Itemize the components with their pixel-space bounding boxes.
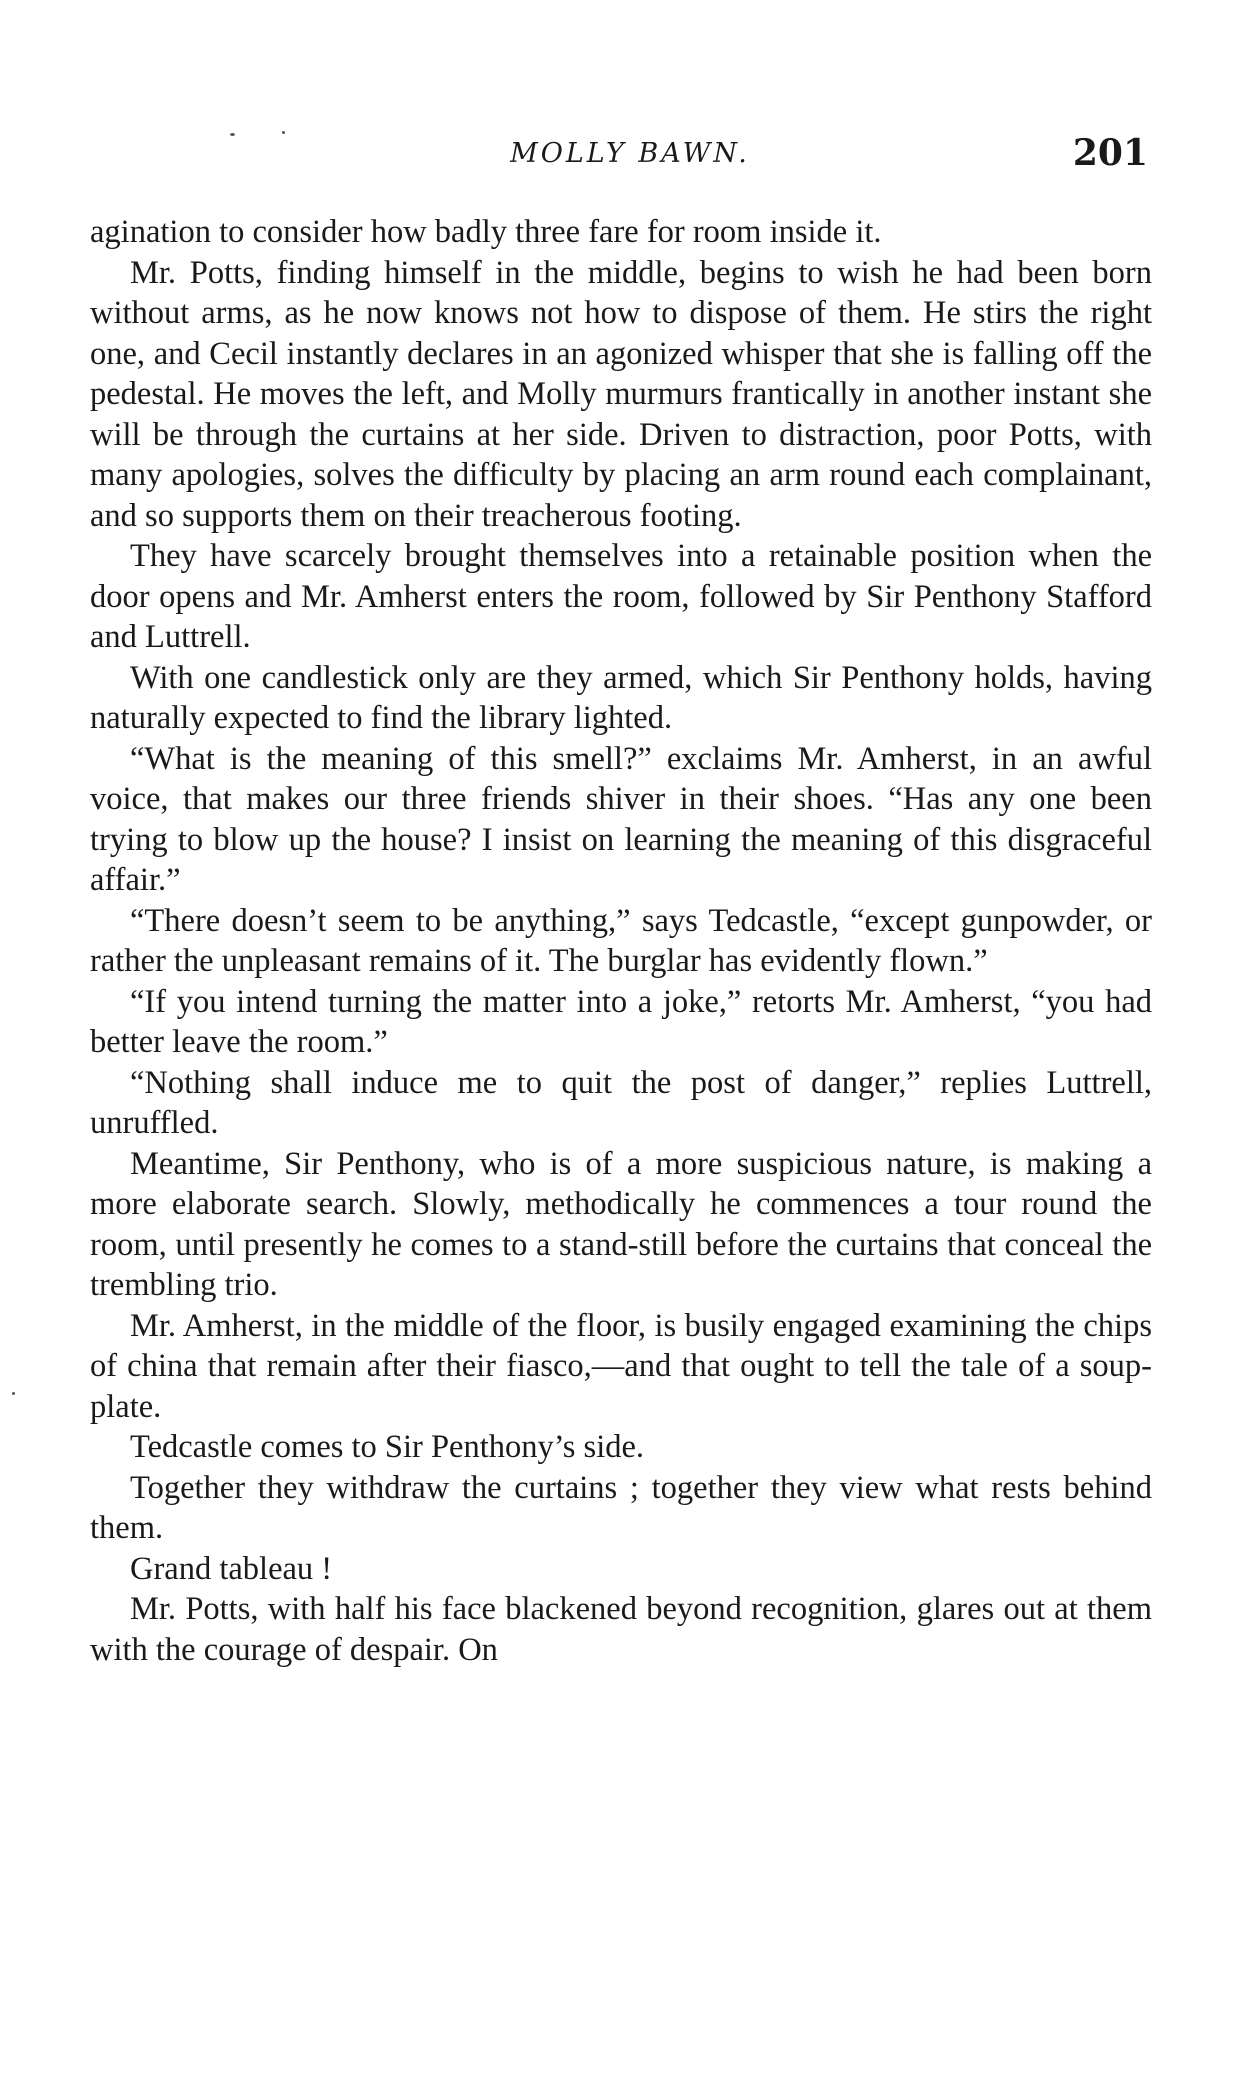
paragraph: Tedcastle comes to Sir Penthony’s side. [130, 1429, 645, 1465]
paragraph: With one candlestick only are they armed, which Sir Penthony holds, having naturally expected to find the library lighted. [90, 659, 1152, 736]
paragraph: “What is the meaning of this smell?” exclaims Mr. Amherst, in an awful voice, that makes our three friends shiver in their shoes. “Has any one been trying to blow up the house? I insist on learning the meaning of this disgraceful affair.” [90, 740, 1152, 898]
running-head: MOLLY BAWN. [510, 138, 750, 169]
scan-speck [12, 1392, 15, 1395]
paragraph: “Nothing shall induce me to quit the post of danger,” replies Luttrell, unruffled. [90, 1064, 1152, 1141]
paragraph: “There doesn’t seem to be anything,” says Tedcastle, “except gunpowder, or rather the unpleasant remains of it. The burglar has evidently flown.” [90, 902, 1152, 979]
scan-speck [282, 131, 285, 134]
paragraph: Mr. Amherst, in the middle of the floor, is busily engaged examining the chips of china that remain after their fiasco,—and that ought to tell the tale of a soup-plate. [90, 1307, 1152, 1425]
paragraph: Mr. Potts, with half his face blackened beyond recognition, glares out at them with the courage of despair. On [90, 1591, 1152, 1668]
paragraph-continuation: agination to consider how badly three fare for room inside it. [90, 214, 882, 250]
paragraph: They have scarcely brought themselves into a retainable position when the door opens and Mr. Amherst enters the room, followed by Sir Penthony Stafford and Luttrell. [90, 538, 1152, 655]
body-text [90, 212, 1152, 1670]
page-number: 201 [1072, 132, 1148, 174]
paragraph: Together they withdraw the curtains ; together they view what rests behind them. [90, 1469, 1152, 1546]
paragraph: Mr. Potts, finding himself in the middle, begins to wish he had been born without arms, as he now knows not how to dispose of them. He stirs the right one, and Cecil instantly declares in an agonized whisper that she is falling off the pedestal. He moves the left, and Molly murmurs frantically in another instant she will be through the curtains at her side. Driven to distraction, poor Potts, with many apologies, solves the difficulty by placing an arm round each complainant, and so supports them on their treacherous footing. [90, 254, 1152, 534]
scan-speck [230, 133, 235, 136]
paragraph: “If you intend turning the matter into a joke,” retorts Mr. Amherst, “you had better leave the room.” [90, 983, 1152, 1060]
paragraph: Meantime, Sir Penthony, who is of a more suspicious nature, is making a more elaborate search. Slowly, methodically he commences a tour round the room, until presently he comes to a stand-still before the curtains that conceal the trembling trio. [90, 1145, 1152, 1303]
page-header [90, 132, 1170, 172]
paragraph: Grand tableau ! [130, 1550, 333, 1587]
